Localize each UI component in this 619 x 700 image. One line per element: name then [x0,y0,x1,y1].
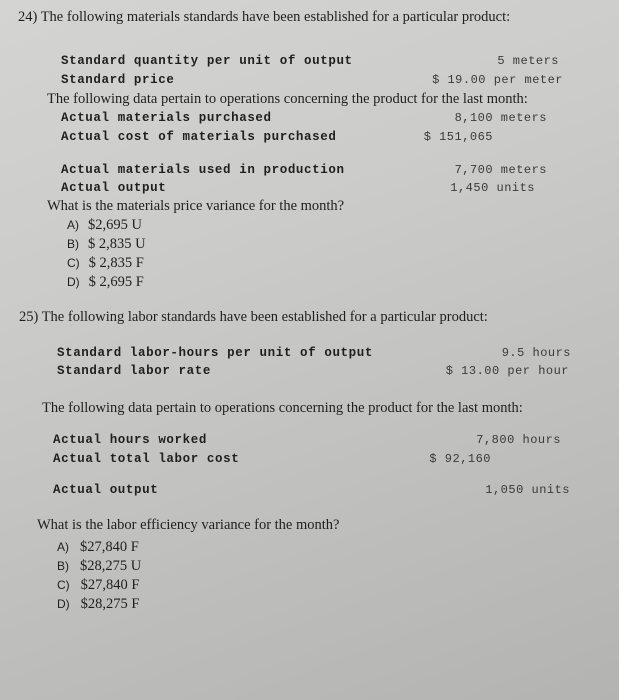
option-letter: A) [67,218,79,232]
q24-option-a[interactable] [67,216,142,234]
option-text: $ 2,835 F [88,255,144,271]
q25-data-label-1: Actual hours worked [53,433,207,447]
q24-data-intro: The following data pertain to operations concerning the product for the last month: [47,91,528,107]
q25-data-label-3: Actual output [53,483,159,497]
q24-data-label-4: Actual output [61,181,167,195]
option-text: $27,840 F [80,577,140,593]
q25-std-label-1: Standard labor-hours per unit of output [57,346,373,360]
q24-data-value-3: 7,700 meters [454,163,547,177]
q25-std-label-2: Standard labor rate [57,364,211,378]
q25-std-value-2: $ 13.00 per hour [445,364,569,378]
q25-std-value-1: 9.5 hours [501,346,571,360]
q25-data-value-3: 1,050 units [485,483,570,497]
option-letter: D) [67,275,80,289]
q24-data-value-1: 8,100 meters [454,111,547,125]
q24-std-label-1: Standard quantity per unit of output [61,54,353,68]
option-text: $2,695 U [88,217,142,233]
option-letter: C) [57,578,70,592]
option-text: $27,840 F [80,539,139,555]
q24-prompt: What is the materials price variance for the month? [47,198,345,214]
q24-question: 24) The following materials standards have been established for a particular product: [18,9,511,25]
q24-std-value-1: 5 meters [497,54,559,68]
q25-option-b[interactable] [57,557,141,575]
option-text: $28,275 F [80,596,140,612]
q25-data-label-2: Actual total labor cost [53,452,240,466]
q25-option-a[interactable] [57,538,139,556]
q24-std-value-2: $ 19.00 per meter [432,73,563,87]
q24-option-b[interactable] [67,235,146,253]
q24-option-c[interactable] [67,254,144,272]
q25-question: 25) The following labor standards have been established for a particular product: [19,309,488,325]
q24-data-label-1: Actual materials purchased [61,111,272,125]
q25-data-intro: The following data pertain to operations concerning the product for the last month: [42,400,523,416]
option-text: $ 2,835 U [88,236,146,252]
q24-data-value-2: $ 151,065 [423,130,493,144]
q25-option-c[interactable] [57,576,140,594]
option-letter: B) [67,237,79,251]
q24-data-label-3: Actual materials used in production [61,163,345,177]
option-letter: A) [57,540,69,554]
q24-std-label-2: Standard price [61,73,175,87]
q24-option-d[interactable] [67,273,144,291]
q25-prompt: What is the labor efficiency variance for the month? [37,517,340,533]
option-letter: D) [57,597,70,611]
q24-data-value-4: 1,450 units [450,181,535,195]
option-text: $ 2,695 F [88,274,144,290]
option-letter: C) [67,256,80,270]
q25-data-value-2: $ 92,160 [429,452,491,466]
q25-option-d[interactable] [57,595,140,613]
q25-data-value-1: 7,800 hours [476,433,561,447]
q24-data-label-2: Actual cost of materials purchased [61,130,337,144]
option-letter: B) [57,559,69,573]
option-text: $28,275 U [80,558,142,574]
